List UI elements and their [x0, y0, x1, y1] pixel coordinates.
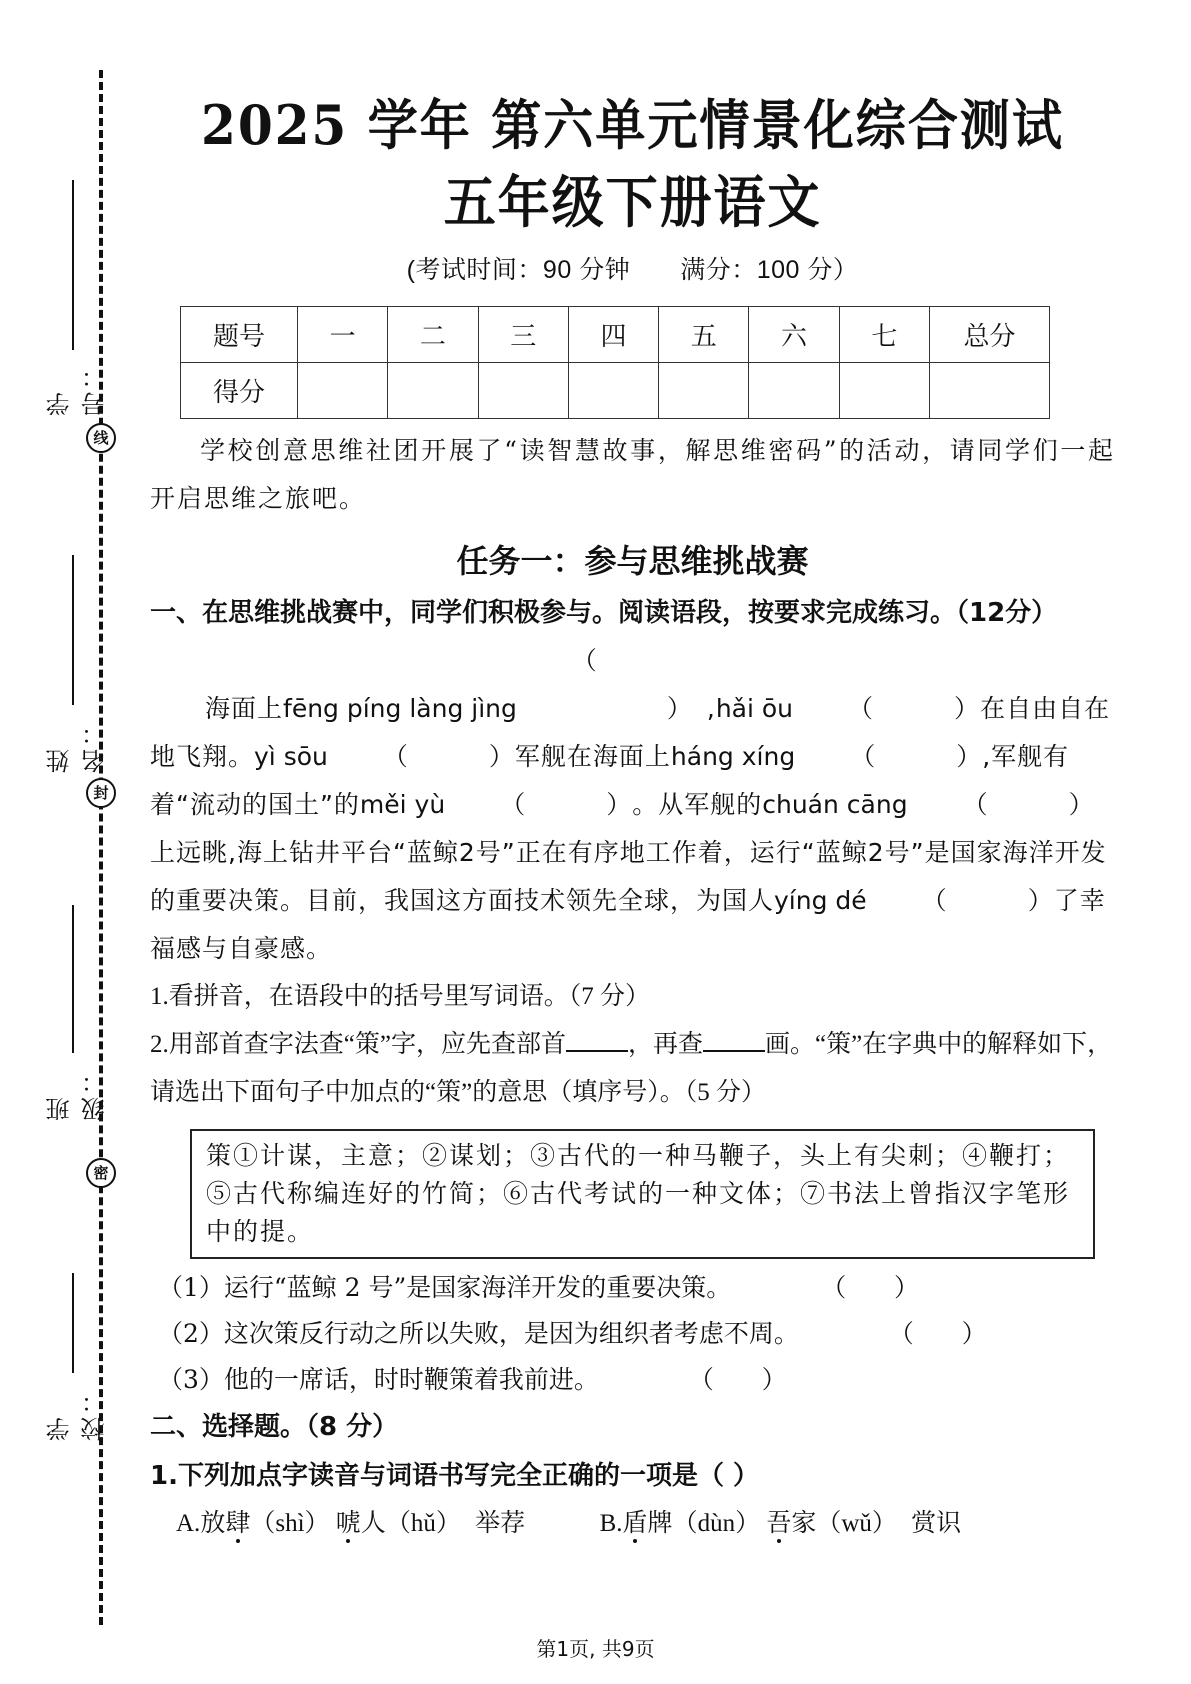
section1-heading: 一、在思维挑战赛中，同学们积极参与。阅读语段，按要求完成练习。（12分）	[150, 598, 1058, 628]
mcq-options	[150, 1501, 1115, 1547]
exam-title: 2025 学年 第六单元情景化综合测试	[201, 93, 1064, 157]
answer-blank[interactable]: （ ）	[921, 886, 1054, 915]
full-score: 满分：100 分）	[680, 256, 859, 284]
score-header-cell: 总分	[930, 307, 1050, 363]
passage-text: 了幸福感与自豪感。	[150, 886, 1106, 963]
option-pinyin: （shì）	[250, 1510, 330, 1537]
pinyin: yíng dé	[774, 886, 867, 915]
passage-text: 。从军舰的	[632, 790, 763, 819]
seal-char: 线	[93, 429, 109, 447]
question-text: 画。“策”在字典中的解释如下，请选出下面句子中加点的“策”的意思（填序号）。（5 分）	[150, 1031, 1113, 1106]
exam-subtitle: 五年级下册语文	[443, 170, 822, 236]
score-row-label: 得分	[181, 363, 298, 419]
stroke-count-blank[interactable]	[703, 1028, 765, 1052]
intro-paragraph: 学校创意思维社团开展了“读智慧故事，解思维密码”的活动，请同学们一起开启思维之旅吧。	[150, 436, 1115, 513]
option-pinyin: （wǔ）	[816, 1510, 897, 1537]
mcq-question-1: 1.下列加点字读音与词语书写完全正确的一项是（ ）	[150, 1461, 760, 1491]
score-cell[interactable]	[839, 363, 929, 419]
name-label: 姓名：	[46, 717, 109, 773]
score-header-cell: 三	[478, 307, 568, 363]
answer-blank[interactable]: （ ）	[962, 790, 1095, 819]
seal-char: 封	[93, 784, 109, 802]
seal-mi-icon	[86, 1158, 116, 1188]
score-cell[interactable]	[478, 363, 568, 419]
pinyin: yì sōu	[254, 742, 328, 771]
option-a[interactable]	[176, 1510, 531, 1537]
pinyin: fēng píng làng jìng	[283, 694, 517, 723]
score-header-cell: 七	[839, 307, 929, 363]
pinyin: měi yù	[359, 790, 446, 819]
class-underline[interactable]	[72, 905, 74, 1053]
seal-feng-icon	[86, 778, 116, 808]
score-header-cell: 五	[659, 307, 749, 363]
score-table	[180, 306, 1050, 419]
answer-blank[interactable]: （ ）	[848, 694, 981, 723]
option-label: A.	[176, 1510, 201, 1537]
name-underline[interactable]	[72, 555, 74, 705]
score-header-cell: 四	[568, 307, 658, 363]
passage-text: 上远眺,海上钻井平台“蓝鲸2号”正在有序地工作着，运行“蓝鲸2号”是国家海洋开发的重要决策。目前，我国这方面技术领先全球，为国人	[150, 838, 1107, 915]
dictionary-definition-box: 策①计谋，主意；②谋划；③古代的一种马鞭子，头上有尖刺；④鞭打；⑤古代称编连好的竹简；⑥古代考试的一种文体；⑦书法上曾指汉字笔形中的提。	[190, 1129, 1095, 1259]
sentence-text: （2）这次策反行动之所以失败，是因为组织者考虑不周。	[158, 1319, 799, 1348]
task-heading: 任务一：参与思维挑战赛	[456, 542, 809, 580]
sentence-item	[150, 1265, 1115, 1311]
school-underline[interactable]	[72, 1273, 74, 1373]
passage-text: 在自由自在地飞翔。	[150, 694, 1111, 771]
answer-blank[interactable]: （ ）	[500, 790, 633, 819]
option-text: 人	[360, 1510, 386, 1537]
score-table-header-row	[181, 307, 1050, 363]
option-text: 家	[791, 1510, 817, 1537]
question-1-2	[150, 1021, 1115, 1117]
score-cell[interactable]	[930, 363, 1050, 419]
passage-text: 军舰在海面上	[514, 742, 671, 771]
dotted-char: 唬	[335, 1510, 361, 1537]
score-cell[interactable]	[568, 363, 658, 419]
pinyin: hǎi ōu	[715, 694, 794, 723]
answer-parens[interactable]: （ ）	[821, 1273, 919, 1302]
passage-text: ,	[706, 694, 716, 723]
sentence-item	[150, 1357, 1115, 1403]
pinyin: chuán cāng	[762, 790, 908, 819]
option-pinyin: （dùn）	[672, 1510, 761, 1537]
answer-blank[interactable]: （）	[571, 646, 693, 723]
score-header-cell: 题号	[181, 307, 298, 363]
dotted-char: 吾	[766, 1510, 792, 1537]
passage-text: ,军舰有着“流动的国土”的	[150, 742, 1070, 819]
school-label: 学校：	[46, 1385, 109, 1441]
seal-char: 密	[93, 1164, 109, 1182]
answer-parens[interactable]: （ ）	[688, 1365, 787, 1394]
exam-info	[150, 250, 1115, 286]
sentence-text: （3）他的一席话，时时鞭策着我前进。	[158, 1365, 599, 1394]
option-text: 赏识	[911, 1510, 962, 1537]
score-cell[interactable]	[659, 363, 749, 419]
score-header-cell: 一	[298, 307, 388, 363]
section2-heading: 二、选择题。（8 分）	[150, 1412, 399, 1442]
reading-passage	[150, 637, 1115, 973]
sentence-item	[150, 1311, 1115, 1357]
answer-parens[interactable]: （ ）	[888, 1319, 987, 1348]
option-text: 举荐	[475, 1510, 526, 1537]
sentence-text: （1）运行“蓝鲸 2 号”是国家海洋开发的重要决策。	[158, 1273, 732, 1302]
dotted-char: 肆	[225, 1510, 251, 1537]
score-table-score-row	[181, 363, 1050, 419]
score-cell[interactable]	[749, 363, 839, 419]
option-label: B.	[599, 1510, 623, 1537]
option-text: 放	[200, 1510, 226, 1537]
page-footer: 第1页, 共9页	[536, 1637, 655, 1661]
question-1-1: 1.看拼音，在语段中的括号里写词语。（7 分）	[150, 983, 651, 1010]
option-text: 牌	[647, 1510, 673, 1537]
question-text: ，再查	[627, 1031, 703, 1058]
seal-xian-icon	[86, 423, 116, 453]
student-id-underline[interactable]	[72, 180, 74, 350]
question-text: 2.用部首查字法查“策”字，应先查部首	[150, 1031, 566, 1058]
score-cell[interactable]	[388, 363, 478, 419]
option-pinyin: （hǔ）	[385, 1510, 461, 1537]
radical-blank[interactable]	[566, 1028, 628, 1052]
exam-page	[150, 90, 1115, 1547]
answer-blank[interactable]: （ ）	[850, 742, 983, 771]
exam-time: (考试时间：90 分钟	[406, 256, 631, 284]
option-b[interactable]	[600, 1510, 962, 1537]
dotted-char: 盾	[622, 1510, 648, 1537]
student-id-label: 学号：	[46, 360, 109, 416]
class-label: 班级：	[46, 1065, 109, 1121]
passage-text: 海面上	[205, 694, 284, 723]
score-header-cell: 六	[749, 307, 839, 363]
pinyin: háng xíng	[670, 742, 796, 771]
answer-blank[interactable]: （ ）	[382, 742, 515, 771]
score-header-cell: 二	[388, 307, 478, 363]
score-cell[interactable]	[298, 363, 388, 419]
